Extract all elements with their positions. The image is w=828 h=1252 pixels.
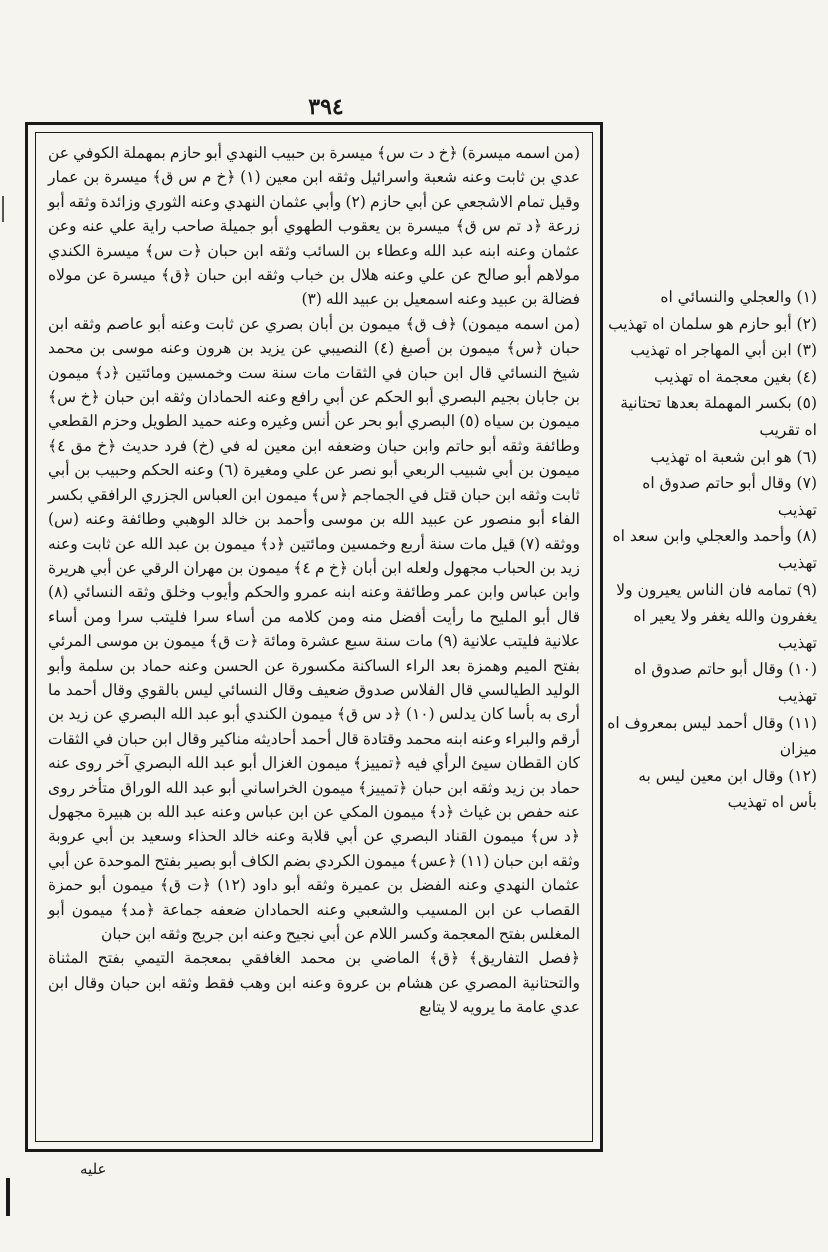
text-frame-inner — [35, 132, 593, 1142]
paragraph-maysara: (من اسمه ميسرة) ﴿خ د ت س﴾ ميسرة بن حبيب النهدي أبو حازم بمهملة الكوفي عن عدي بن ثابت وعنه شعبة واسرائيل وثقه ابن معين (١) ﴿خ م س ق﴾ ميسرة بن عمار وقيل تمام الاشجعي عن أبي حازم (٢) وأبي عثمان النهدي وعنه الثوري وزائدة وثقه أبو زرعة ﴿د تم س ق﴾ ميسرة بن يعقوب الطهوي أبو جميلة صاحب راية علي عنه وعن عثمان وعنه ابنه عبد الله وعطاء بن السائب وثقه ابن حبان ﴿ت س﴾ ميسرة الكندي مولاهم أبو صالح عن علي وعنه هلال بن خباب وثقه ابن حبان ﴿ق﴾ ميسرة عن مولاه فضالة بن عبيد وعنه اسمعيل بن عبيد الله (٣) — [48, 144, 581, 309]
margin-note: (٢) أبو حازم هو سلمان اه تهذيب — [608, 314, 817, 333]
margin-notes — [607, 284, 817, 816]
margin-note: (١١) وقال أحمد ليس بمعروف اه ميزان — [607, 713, 817, 759]
margin-note: (١٢) وقال ابن معين ليس به بأس اه تهذيب — [638, 766, 817, 812]
page-number: ٣٩٤ — [308, 94, 344, 120]
catchword: عليه — [80, 1160, 107, 1178]
edge-bracket — [6, 1178, 10, 1216]
margin-note: (٧) وقال أبو حاتم صدوق اه تهذيب — [642, 474, 817, 519]
margin-note: (٨) وأحمد والعجلي وابن سعد اه تهذيب — [612, 527, 817, 572]
margin-note: (٩) تمامه فان الناس يعيرون ولا يغفرون والله يغفر ولا يعير اه تهذيب — [616, 580, 817, 652]
margin-mark — [2, 196, 4, 222]
margin-note: (٦) هو ابن شعبة اه تهذيب — [650, 447, 817, 466]
margin-note: (١٠) وقال أبو حاتم صدوق اه تهذيب — [633, 660, 817, 705]
margin-note: (٤) بغين معجمة اه تهذيب — [653, 367, 817, 386]
paragraph-tafariq: ﴿فصل التفاريق﴾ ﴿ق﴾ الماضي بن محمد الغافقي بمعجمة التيمي بفتح المثناة والتحتانية المصري عن هشام بن عروة وعنه ابن وهب فقط وثقه ابن حبان وقال ابن عدي عامة ما يرويه لا يتابع — [48, 949, 580, 1017]
margin-note: (٣) ابن أبي المهاجر اه تهذيب — [630, 341, 817, 360]
margin-note: (٥) بكسر المهملة بعدها تحتانية اه تقريب — [620, 394, 817, 439]
text-frame-outer — [25, 122, 603, 1152]
margin-note: (١) والعجلي والنسائي اه — [660, 288, 817, 306]
paragraph-maymun: (من اسمه ميمون) ﴿ف ق﴾ ميمون بن أبان بصري عن ثابت وعنه أبو عاصم وثقه ابن حبان ﴿س﴾ ميمون بن أصبغ (٤) النصيبي عن يزيد بن هرون وعنه موسى بن محمد شيخ النسائي قال ابن حبان في الثقات مات سنة ست وخمسين ومائتين ﴿د﴾ ميمون بن جابان بجيم البصري أبو الحكم عن أبي رافع وعنه الحمادان وثقه ابن حبان ﴿خ س﴾ ميمون بن سياه (٥) البصري أبو بحر عن أنس وغيره وعنه حميد الطويل وحزم القطعي وطائفة وثقه أبو حاتم وابن حبان وضعفه ابن معين له في (خ) فرد حديث ﴿خ مق ٤﴾ ميمون بن أبي شبيب الربعي أبو نصر عن علي ومغيرة (٦) وعنه الحكم وحبيب بن أبي ثابت وثقه ابن حبان قتل في الجماجم ﴿س﴾ ميمون ابن العباس الجزري الرافقي بكسر الفاء أبو منصور عن عبيد الله بن موسى وأحمد بن خالد الوهبي وطائفة وعنه (س) ووثقه (٧) قيل مات سنة أربع وخمسين ومائتين ﴿د﴾ ميمون بن عبد الله عن ثابت وعنه زيد بن الحباب مجهول ولعله ابن أبان ﴿خ م ٤﴾ ميمون بن مهران الرقي عن أبي هريرة وابن عباس وابن عمر وطائفة وعنه ابنه عمرو والحكم وأيوب وخلق وثقه النسائي (٨) قال أبو المليح ما رأيت أفضل منه ومن كلامه من أساء سرا فليتب سرا ومن أساء علانية فليتب علانية (٩) مات سنة سبع عشرة ومائة ﴿ت ق﴾ ميمون بن موسى المرئي بفتح الميم وهمزة بعد الراء الساكنة مكسورة عن الحسن وعنه حماد بن سلمة وأبو الوليد الطيالسي قال الفلاس صدوق ضعيف وقال النسائي ليس بالقوي وقال أحمد ما أرى به بأسا كان يدلس (١٠) ﴿د س ق﴾ ميمون الكندي أبو عبد الله البصري عن زيد بن أرقم والبراء وعنه ابنه محمد وقتادة قال أحمد أحاديثه مناكير وقال ابن حبان في الثقات كان القطان سيئ الرأي فيه ﴿تمييز﴾ ميمون الغزال أبو عبد الله البصري آخر روى عنه حماد بن زيد وثقه ابن حبان ﴿تمييز﴾ ميمون الخراساني أبو عبد الله الوراق متأخر روى عنه حفص بن غياث ﴿د﴾ ميمون المكي عن ابن عباس وعنه عبد الله بن هبيرة مجهول ﴿د س﴾ ميمون القناد البصري عن أبي قلابة وعنه خالد الحذاء وسعيد بن أبي عروبة وثقه ابن حبان (١١) ﴿عس﴾ ميمون الكردي بضم الكاف أبو بصير بفتح الموحدة عن أبي عثمان النهدي وعنه الفضل بن عميرة وثقه أبو داود (١٢) ﴿ت ق﴾ ميمون أبو حمزة القصاب عن ابن المسيب والشعبي وعنه الحمادان ضعفه جماعة ﴿مد﴾ ميمون أبو المغلس بفتح المعجمة وكسر اللام عن أبي نجيح وعنه ابن جريج وثقه ابن حبان — [48, 314, 581, 943]
main-text-block — [48, 141, 580, 1133]
